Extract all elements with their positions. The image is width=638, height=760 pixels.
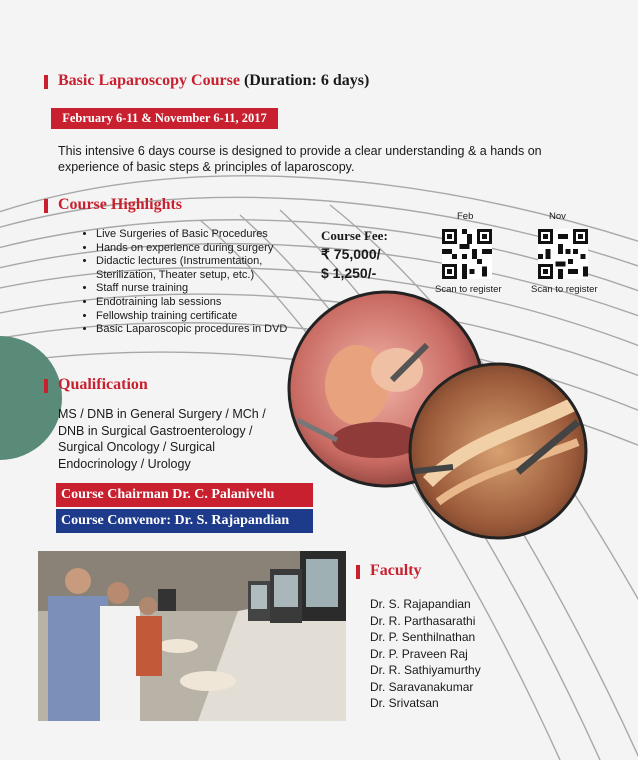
qualification-text: MS / DNB in General Surgery / MCh / DNB in Surgical Gastroenterology / Surgical Oncology / Surgical Endocrinology / Urology — [58, 407, 266, 471]
dates-banner: February 6-11 & November 6-11, 2017 — [51, 108, 278, 129]
highlight-item: • Endotraining lab sessions — [96, 296, 306, 310]
faculty-member: Dr. P. Senthilnathan — [370, 630, 476, 644]
highlight-item: • Fellowship training certificate — [96, 310, 306, 324]
course-fee — [321, 228, 388, 281]
qr-code-nov[interactable] — [538, 229, 588, 279]
chairman-banner: Course Chairman Dr. C. Palanivelu — [56, 483, 313, 507]
title-marker — [44, 75, 48, 89]
highlights-list — [82, 228, 306, 337]
qr-code-feb[interactable] — [442, 229, 492, 279]
highlight-item: • Hands on experience during surgery — [96, 242, 306, 256]
highlights-heading: Course Highlights — [58, 196, 183, 213]
surgery-photo-2 — [408, 362, 588, 540]
qualification-heading: Qualification — [58, 376, 148, 393]
highlight-item: • Basic Laparoscopic procedures in DVD — [96, 323, 306, 337]
faculty-list — [370, 596, 481, 712]
qr-feb-caption: Scan to register — [435, 284, 502, 295]
fee-usd: $ 1,250/- — [321, 265, 377, 281]
course-title — [58, 72, 369, 90]
course-description: This intensive 6 days course is designed to provide a clear understanding & a hands on experience of basic steps & principles of laparoscopy. — [58, 144, 542, 174]
course-duration: (Duration: 6 days) — [243, 72, 370, 89]
qualification-marker — [44, 379, 48, 393]
highlights-marker — [44, 199, 48, 213]
highlight-item: • Live Surgeries of Basic Procedures — [96, 228, 306, 242]
qr-nov-label: Nov — [549, 211, 566, 222]
faculty-member: Dr. Saravanakumar — [370, 679, 474, 694]
convenor-banner: Course Convenor: Dr. S. Rajapandian — [56, 509, 313, 533]
qr-nov-caption: Scan to register — [531, 284, 598, 295]
faculty-member: Dr. R. Parthasarathi — [370, 613, 476, 628]
faculty-member: Dr. P. Praveen Raj — [370, 646, 468, 661]
faculty-member: Dr. R. Sathiyamurthy — [370, 663, 481, 677]
highlight-item: • Staff nurse training — [96, 282, 306, 296]
faculty-member: Dr. Srivatsan — [370, 696, 439, 710]
course-title-colored: Basic Laparoscopy Course — [58, 72, 240, 89]
fee-label: Course Fee: — [321, 228, 388, 243]
faculty-member: Dr. S. Rajapandian — [370, 597, 471, 611]
faculty-marker — [356, 565, 360, 579]
highlight-item: • Didactic lectures (Instrumentation, Sterilization, Theater setup, etc.) — [96, 255, 306, 282]
qr-feb-label: Feb — [457, 211, 474, 222]
fee-inr: ₹ 75,000/ — [321, 246, 381, 262]
training-lab-photo — [38, 551, 346, 721]
faculty-heading: Faculty — [370, 562, 422, 579]
